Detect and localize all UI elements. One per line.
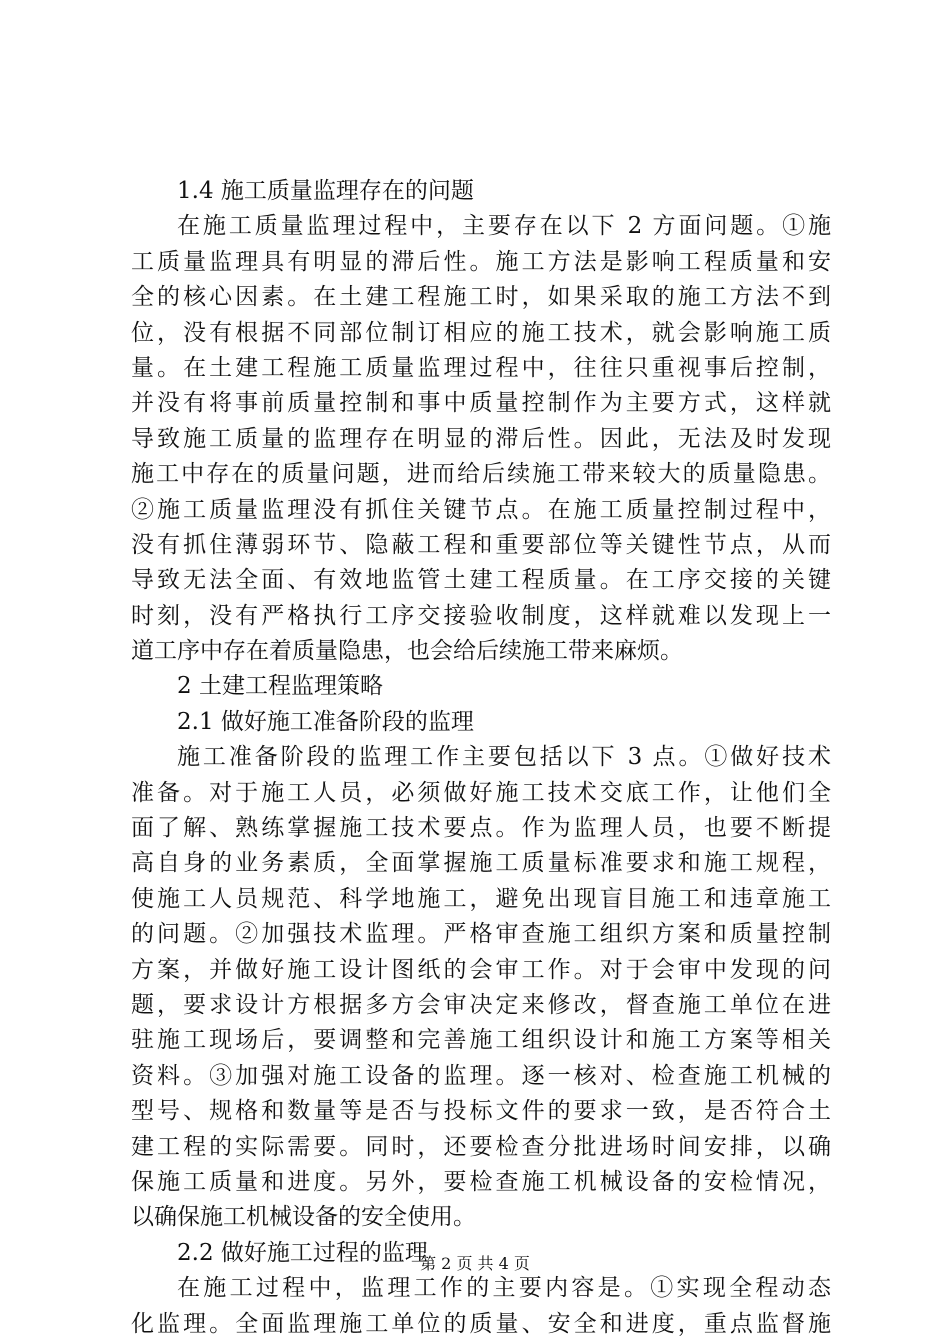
section-heading: 2 土建工程监理策略 xyxy=(177,673,383,700)
text-line: 导致无法全面、有效地监管土建工程质量。在工序交接的关键 xyxy=(131,567,831,594)
text-line: 驻施工现场后，要调整和完善施工组织设计和施工方案等相关 xyxy=(131,1027,831,1054)
text-line: 方案，并做好施工设计图纸的会审工作。对于会审中发现的问 xyxy=(131,956,831,983)
text-line: 以确保施工机械设备的安全使用。 xyxy=(131,1204,476,1231)
section-heading: 2.1 做好施工准备阶段的监理 xyxy=(177,708,474,735)
text-line: ②施工质量监理没有抓住关键节点。在施工质量控制过程中， xyxy=(131,496,831,523)
text-line: 化监理。全面监理施工单位的质量、安全和进度，重点监督施 xyxy=(131,1310,831,1337)
section-heading: 1.4 施工质量监理存在的问题 xyxy=(177,178,474,204)
text-line: 题，要求设计方根据多方会审决定来修改，督查施工单位在进 xyxy=(131,991,831,1018)
page-footer xyxy=(0,1254,950,1274)
text-line: 建工程的实际需要。同时，还要检查分批进场时间安排，以确 xyxy=(131,1133,831,1160)
text-line: 全的核心因素。在土建工程施工时，如果采取的施工方法不到 xyxy=(131,284,831,311)
text-line: 施工准备阶段的监理工作主要包括以下 3 点。①做好技术 xyxy=(177,744,831,771)
text-line: 道工序中存在着质量隐患，也会给后续施工带来麻烦。 xyxy=(131,638,683,665)
text-line: 在施工质量监理过程中，主要存在以下 2 方面问题。①施 xyxy=(177,213,831,240)
text-line: 准备。对于施工人员，必须做好施工技术交底工作，让他们全 xyxy=(131,779,831,806)
text-line: 量。在土建工程施工质量监理过程中，往往只重视事后控制， xyxy=(131,354,831,381)
text-line: 保施工质量和进度。另外，要检查施工机械设备的安检情况， xyxy=(131,1168,831,1195)
text-line: 资料。③加强对施工设备的监理。逐一核对、检查施工机械的 xyxy=(131,1062,831,1089)
text-line: 使施工人员规范、科学地施工，避免出现盲目施工和违章施工 xyxy=(131,885,831,912)
text-line: 面了解、熟练掌握施工技术要点。作为监理人员，也要不断提 xyxy=(131,815,831,842)
text-line: 的问题。②加强技术监理。严格审查施工组织方案和质量控制 xyxy=(131,921,831,948)
text-line: 高自身的业务素质，全面掌握施工质量标准要求和施工规程， xyxy=(131,850,831,877)
text-line: 并没有将事前质量控制和事中质量控制作为主要方式，这样就 xyxy=(131,390,831,417)
text-line: 施工中存在的质量问题，进而给后续施工带来较大的质量隐患。 xyxy=(131,461,831,488)
text-line: 在施工过程中，监理工作的主要内容是。①实现全程动态 xyxy=(177,1275,831,1302)
text-line: 工质量监理具有明显的滞后性。施工方法是影响工程质量和安 xyxy=(131,248,831,275)
text-line: 位，没有根据不同部位制订相应的施工技术，就会影响施工质 xyxy=(131,319,831,346)
text-line: 没有抓住薄弱环节、隐蔽工程和重要部位等关键性节点，从而 xyxy=(131,531,831,558)
text-line: 型号、规格和数量等是否与投标文件的要求一致，是否符合土 xyxy=(131,1098,831,1125)
section-heading: 2.2 做好施工过程的监理 xyxy=(177,1239,428,1266)
text-line: 时刻，没有严格执行工序交接验收制度，这样就难以发现上一 xyxy=(131,602,831,629)
text-line: 导致施工质量的监理存在明显的滞后性。因此，无法及时发现 xyxy=(131,425,831,452)
page-number: 第 2 页 共 4 页 xyxy=(420,1254,530,1273)
document-body xyxy=(131,174,831,1342)
